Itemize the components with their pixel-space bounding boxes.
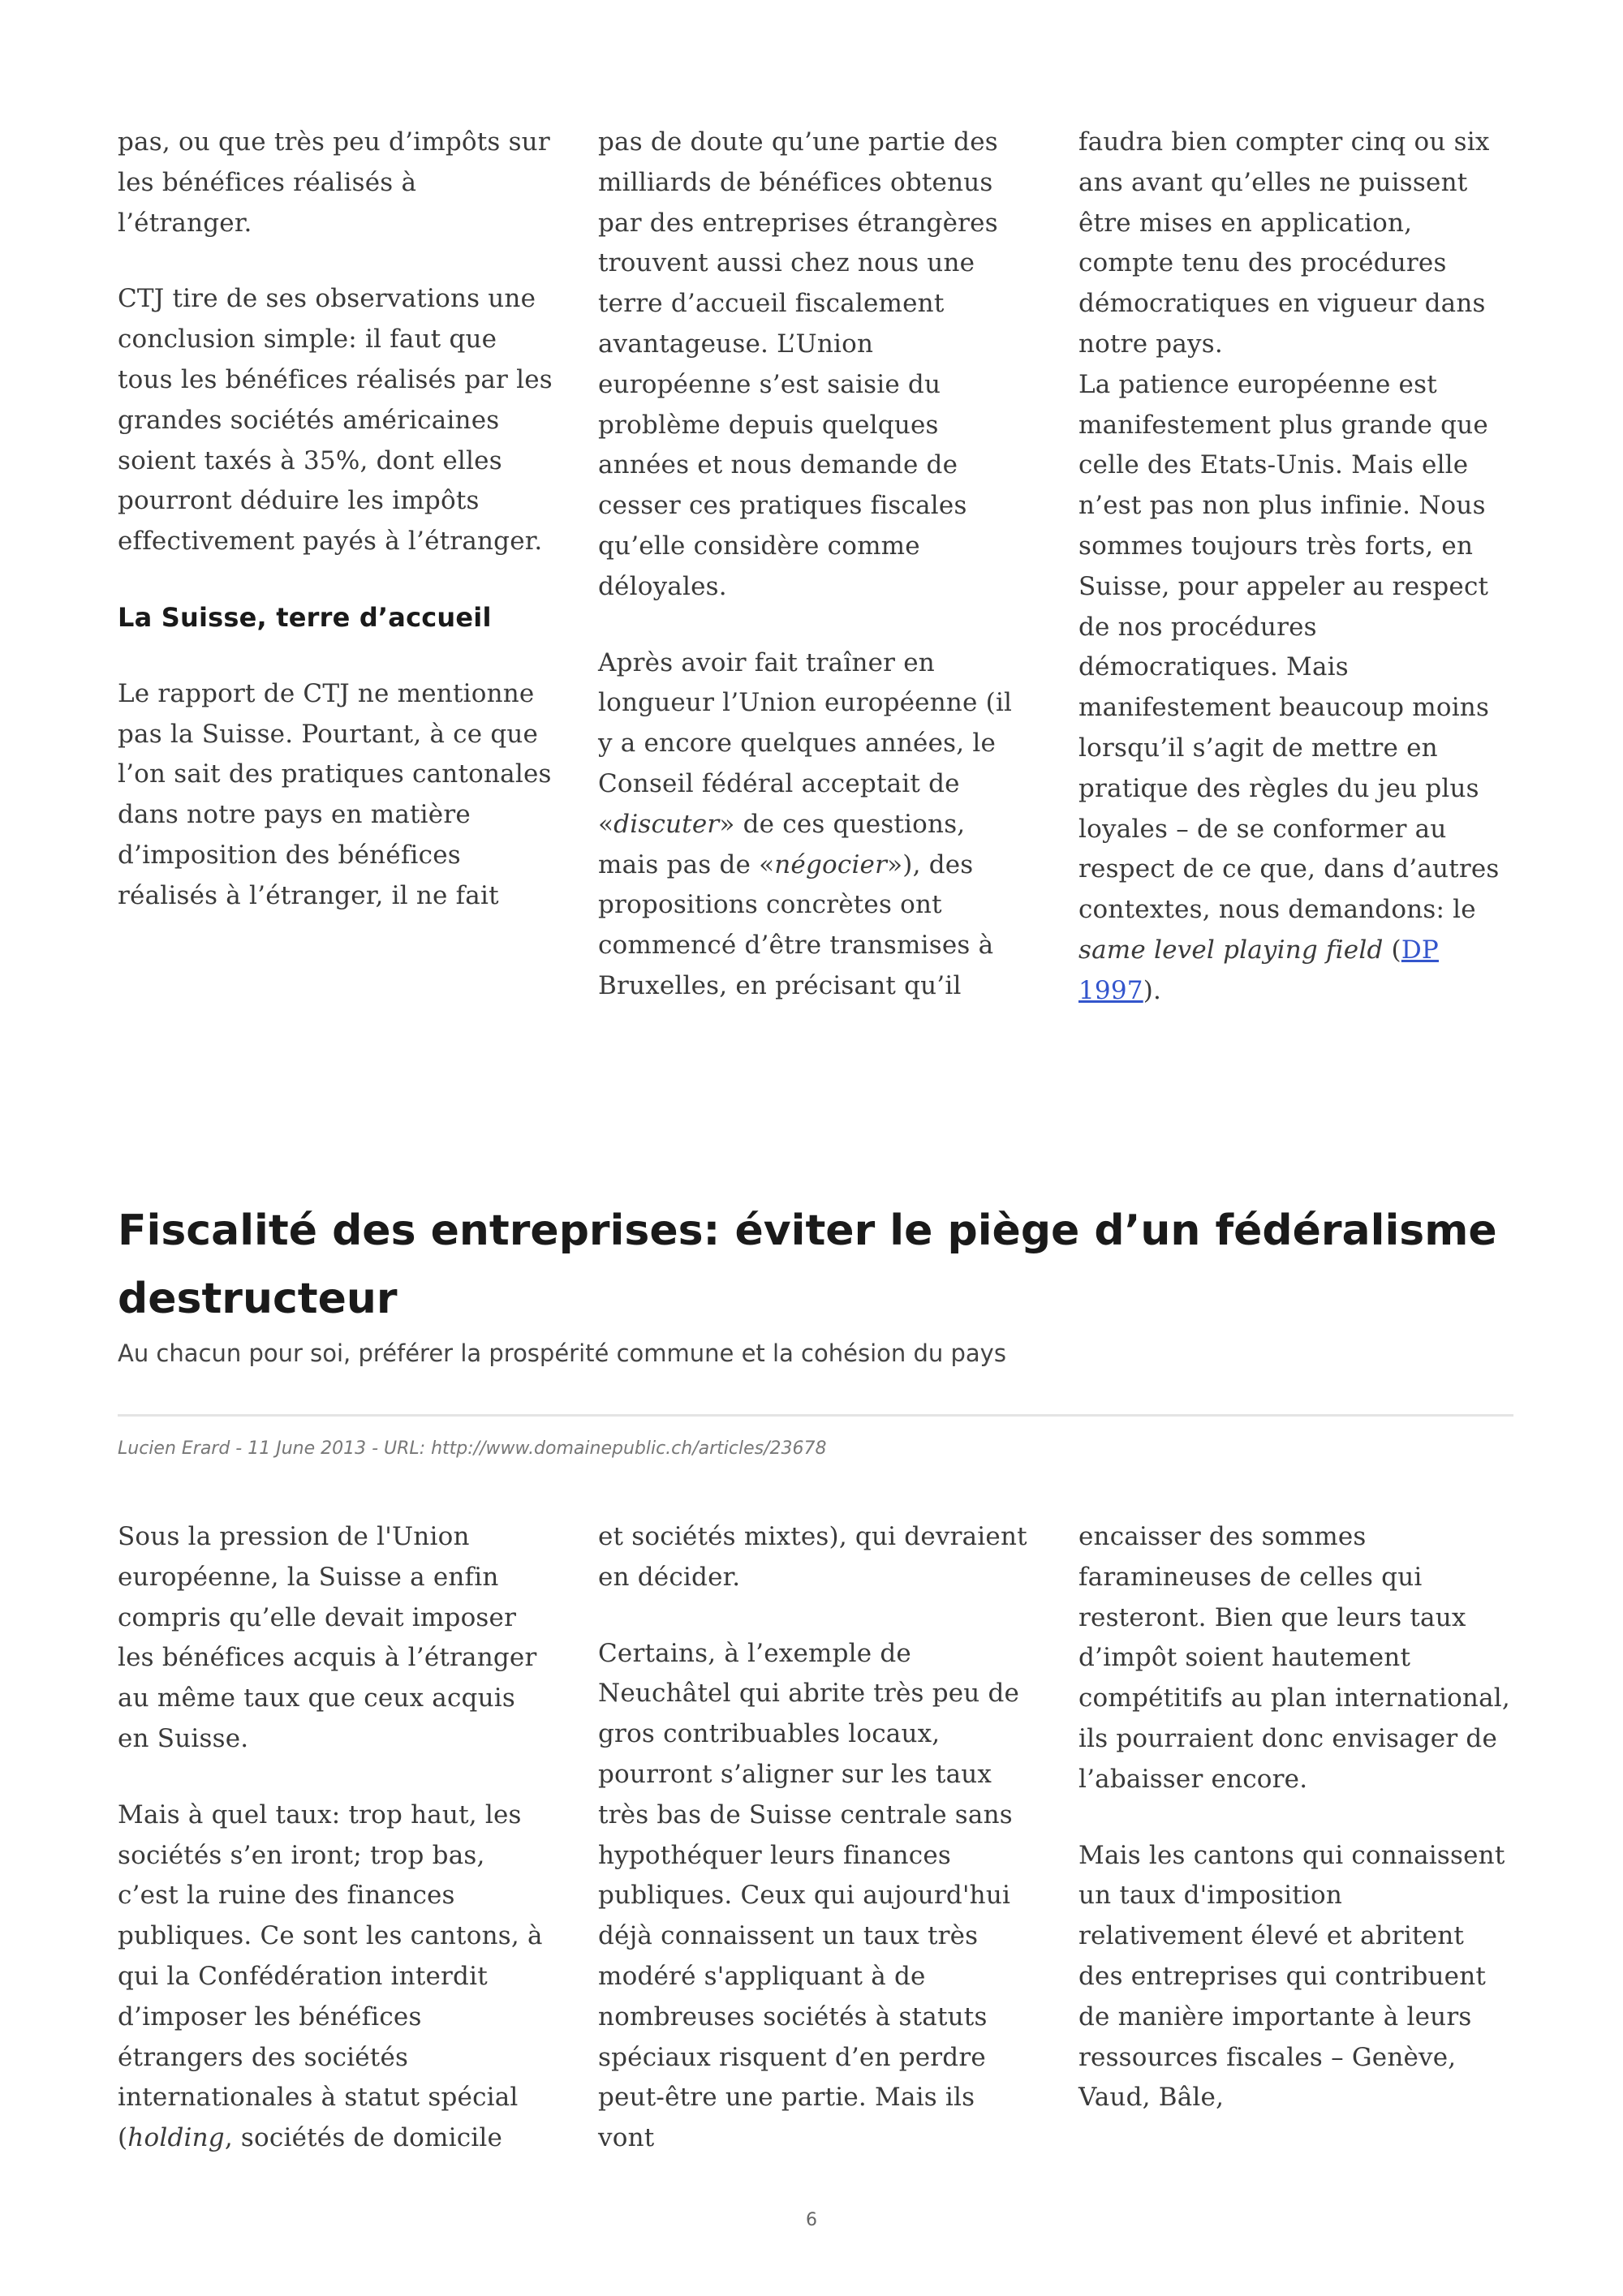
paragraph: Le rapport de CTJ ne mentionne pas la Suisse. Pourtant, à ce que l’on sait des pratiques cantonales dans notre pays en matière d’imposition des bénéfices réalisés à l’étranger, il ne fait — [118, 678, 552, 910]
article2-column-3 — [1078, 1517, 1513, 2159]
text-run: La patience européenne est manifestement plus grande que celle des Etats-Unis. Mais elle n’est pas non plus infinie. Nous sommes toujours très forts, en Suisse, pour appeler au respect de nos procédures démocratiques. Mais manifestement beaucoup moins lorsqu’il s’agit de mettre en pratique des règles du jeu plus loyales – de se conformer au respect de ce que, dans d’autres contextes, nous demandons: le — [1078, 369, 1500, 925]
paragraph — [118, 1795, 553, 2159]
article1-column-2 — [598, 123, 1033, 1012]
header-divider — [118, 1414, 1513, 1417]
emphasis-text: holding — [127, 2123, 225, 2153]
paragraph: Mais les cantons qui connaissent un taux d'imposition relativement élevé et abritent des entreprises qui contribuent de manière importante à leurs ressources fiscales – Genève, Vaud, Bâle, — [1078, 1840, 1505, 2113]
article2-column-1 — [118, 1517, 553, 2159]
paragraph: Certains, à l’exemple de Neuchâtel qui abrite très peu de gros contribuables locaux, pourront s’aligner sur les taux très bas de Suisse centrale sans hypothéquer leurs finances publiques. Ceux qui aujourd'hui déjà connaissent un taux très modéré s'appliquant à de nombreuses sociétés à statuts spéciaux risquent d’en perdre peut-être une partie. Mais ils vont — [598, 1638, 1020, 2153]
article1-column-1 — [118, 123, 553, 1012]
section-subheading: La Suisse, terre d’accueil — [118, 601, 492, 633]
text-run: » de ces questions, mais pas de « — [598, 809, 966, 879]
article-byline: Lucien Erard - 11 June 2013 - URL: http://www.domainepublic.ch/articles/23678 — [118, 1438, 827, 1459]
text-run: ). — [1143, 975, 1162, 1005]
article2-column-2 — [598, 1517, 1033, 2159]
emphasis-text: négocier — [774, 849, 888, 879]
paragraph — [598, 643, 1033, 1007]
paragraph: CTJ tire de ses observations une conclusion simple: il faut que tous les bénéfices réalisés par les grandes sociétés américaines soient taxés à 35%, dont elles pourront déduire les impôts effectivement payés à l’étranger. — [118, 284, 553, 557]
emphasis-text: discuter — [613, 809, 720, 839]
article1-columns — [118, 123, 1513, 1012]
text-run: , sociétés de domicile — [224, 2123, 503, 2153]
text-run: »), des propositions concrètes ont commencé d’être transmises à Bruxelles, en précisant qu’il — [598, 849, 994, 1000]
article2-columns — [118, 1517, 1513, 2159]
article1-column-3 — [1078, 123, 1513, 1012]
paragraph: et sociétés mixtes), qui devraient en décider. — [598, 1522, 1027, 1592]
paragraph — [1078, 365, 1513, 1012]
text-run: ( — [1383, 935, 1401, 965]
page-number: 6 — [806, 2210, 817, 2230]
article-title: Fiscalité des entreprises: éviter le piège d’un fédéralisme destructeur — [118, 1206, 1497, 1323]
emphasis-text: same level playing field — [1078, 935, 1384, 965]
paragraph: Sous la pression de l'Union européenne, la Suisse a enfin compris qu’elle devait imposer les bénéfices acquis à l’étranger au même taux que ceux acquis en Suisse. — [118, 1522, 537, 1753]
paragraph: pas, ou que très peu d’impôts sur les bénéfices réalisés à l’étranger. — [118, 127, 550, 238]
dp-1997-link[interactable]: DP 1997 — [1078, 935, 1439, 1005]
text-run: Mais à quel taux: trop haut, les sociétés s’en iront; trop bas, c’est la ruine des finances publiques. Ce sont les cantons, à qui la Confédération interdit d’imposer les bénéfices étrangers des sociétés internationales à statut spécial ( — [118, 1799, 543, 2153]
paragraph: faudra bien compter cinq ou six ans avant qu’elles ne puissent être mises en application, compte tenu des procédures démocratiques en vigueur dans notre pays. — [1078, 127, 1490, 359]
paragraph: encaisser des sommes faramineuses de celles qui resteront. Bien que leurs taux d’impôt soient hautement compétitifs au plan international, ils pourraient donc envisager de l’abaisser encore. — [1078, 1522, 1510, 1794]
paragraph: pas de doute qu’une partie des milliards de bénéfices obtenus par des entreprises étrangères trouvent aussi chez nous une terre d’accueil fiscalement avantageuse. L’Union européenne s’est saisie du problème depuis quelques années et nous demande de cesser ces pratiques fiscales qu’elle considère comme déloyales. — [598, 127, 998, 601]
article-subtitle: Au chacun pour soi, préférer la prospérité commune et la cohésion du pays — [118, 1339, 1006, 1367]
text-run: Après avoir fait traîner en longueur l’Union européenne (il y a encore quelques années, le Conseil fédéral acceptait de « — [598, 647, 1013, 839]
